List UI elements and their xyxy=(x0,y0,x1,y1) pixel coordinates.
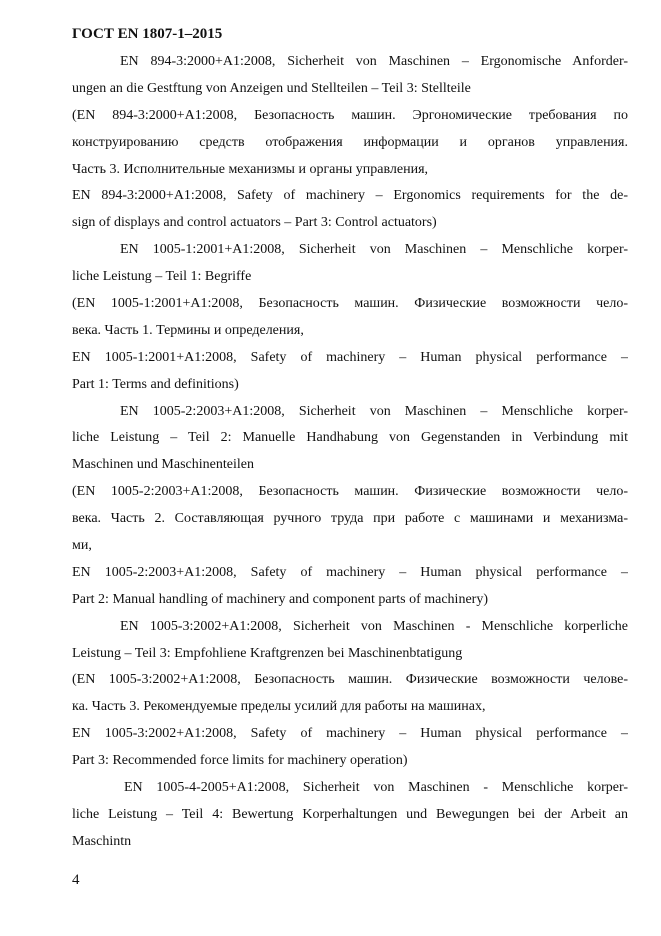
paragraph-line: Часть 3. Исполнительные механизмы и органы управления, xyxy=(72,161,429,177)
paragraph xyxy=(72,49,628,103)
paragraph xyxy=(72,237,628,291)
paragraph-line: EN 894-3:2000+A1:2008, Sicherheit von Maschinen – Ergonomische Anforder- xyxy=(120,54,628,69)
document-body xyxy=(72,49,628,856)
paragraph-line: sign of displays and control actuators – Part 3: Control actuators) xyxy=(72,215,437,231)
paragraph-line: liche Leistung – Teil 4: Bewertung Korperhaltungen und Bewegungen bei der Arbeit an xyxy=(72,806,628,822)
paragraph-line: века. Часть 1. Термины и определения, xyxy=(72,322,304,338)
document-header: ГОСТ EN 1807-1–2015 xyxy=(72,26,223,42)
paragraph-line: liche Leistung – Teil 1: Begriffe xyxy=(72,269,252,285)
paragraph-line: конструированию средств отображения информации и органов управления. xyxy=(72,134,628,150)
paragraph-line: Part 2: Manual handling of machinery and component parts of machinery) xyxy=(72,591,488,607)
paragraph-line: (EN 894-3:2000+A1:2008, Безопасность машин. Эргономические требования по xyxy=(72,107,628,123)
paragraph xyxy=(72,775,628,856)
paragraph-line: ми, xyxy=(72,538,92,554)
paragraph xyxy=(72,103,628,184)
paragraph-line: EN 1005-4-2005+A1:2008, Sicherheit von Maschinen - Menschliche korper- xyxy=(124,780,628,796)
paragraph xyxy=(72,721,628,775)
paragraph-line: (EN 1005-1:2001+A1:2008, Безопасность машин. Физические возможности чело- xyxy=(72,296,628,312)
paragraph xyxy=(72,560,628,614)
paragraph-line: EN 1005-2:2003+A1:2008, Safety of machinery – Human physical performance – xyxy=(72,564,628,580)
paragraph-line: EN 1005-1:2001+A1:2008, Safety of machinery – Human physical performance – xyxy=(72,349,628,365)
paragraph-line: EN 894-3:2000+A1:2008, Safety of machinery – Ergonomics requirements for the de- xyxy=(72,188,628,204)
paragraph-line: (EN 1005-2:2003+A1:2008, Безопасность машин. Физические возможности чело- xyxy=(72,484,628,500)
paragraph-line: liche Leistung – Teil 2: Manuelle Handhabung von Gegenstanden in Verbindung mit xyxy=(72,430,628,446)
paragraph-line: Leistung – Teil 3: Empfohliene Kraftgrenzen bei Maschinenbtatigung xyxy=(72,645,463,661)
paragraph-line: EN 1005-3:2002+A1:2008, Sicherheit von Maschinen - Menschliche korperliche xyxy=(120,618,628,634)
paragraph-line: EN 1005-3:2002+A1:2008, Safety of machinery – Human physical performance – xyxy=(72,726,628,742)
paragraph-line: ка. Часть 3. Рекомендуемые пределы усилий для работы на машинах, xyxy=(72,699,486,715)
paragraph-line: Part 1: Terms and definitions) xyxy=(72,376,239,392)
paragraph xyxy=(72,667,628,721)
paragraph-line: (EN 1005-3:2002+A1:2008, Безопасность машин. Физические возможности челове- xyxy=(72,672,628,688)
paragraph xyxy=(72,291,628,345)
paragraph-line: ungen an die Gestftung von Anzeigen und Stellteilen – Teil 3: Stellteile xyxy=(72,80,471,96)
paragraph xyxy=(72,183,628,237)
paragraph-line: EN 1005-1:2001+A1:2008, Sicherheit von Maschinen – Menschliche korper- xyxy=(120,242,628,258)
paragraph xyxy=(72,614,628,668)
paragraph xyxy=(72,399,628,480)
paragraph xyxy=(72,479,628,560)
paragraph-line: Part 3: Recommended force limits for machinery operation) xyxy=(72,753,408,769)
paragraph-line: Maschintn xyxy=(72,833,132,849)
page-number: 4 xyxy=(72,872,80,888)
paragraph xyxy=(72,345,628,399)
paragraph-line: Maschinen und Maschinenteilen xyxy=(72,457,254,473)
paragraph-line: EN 1005-2:2003+A1:2008, Sicherheit von Maschinen – Menschliche korper- xyxy=(120,403,628,419)
paragraph-line: века. Часть 2. Составляющая ручного труда при работе с машинами и механизма- xyxy=(72,511,628,527)
